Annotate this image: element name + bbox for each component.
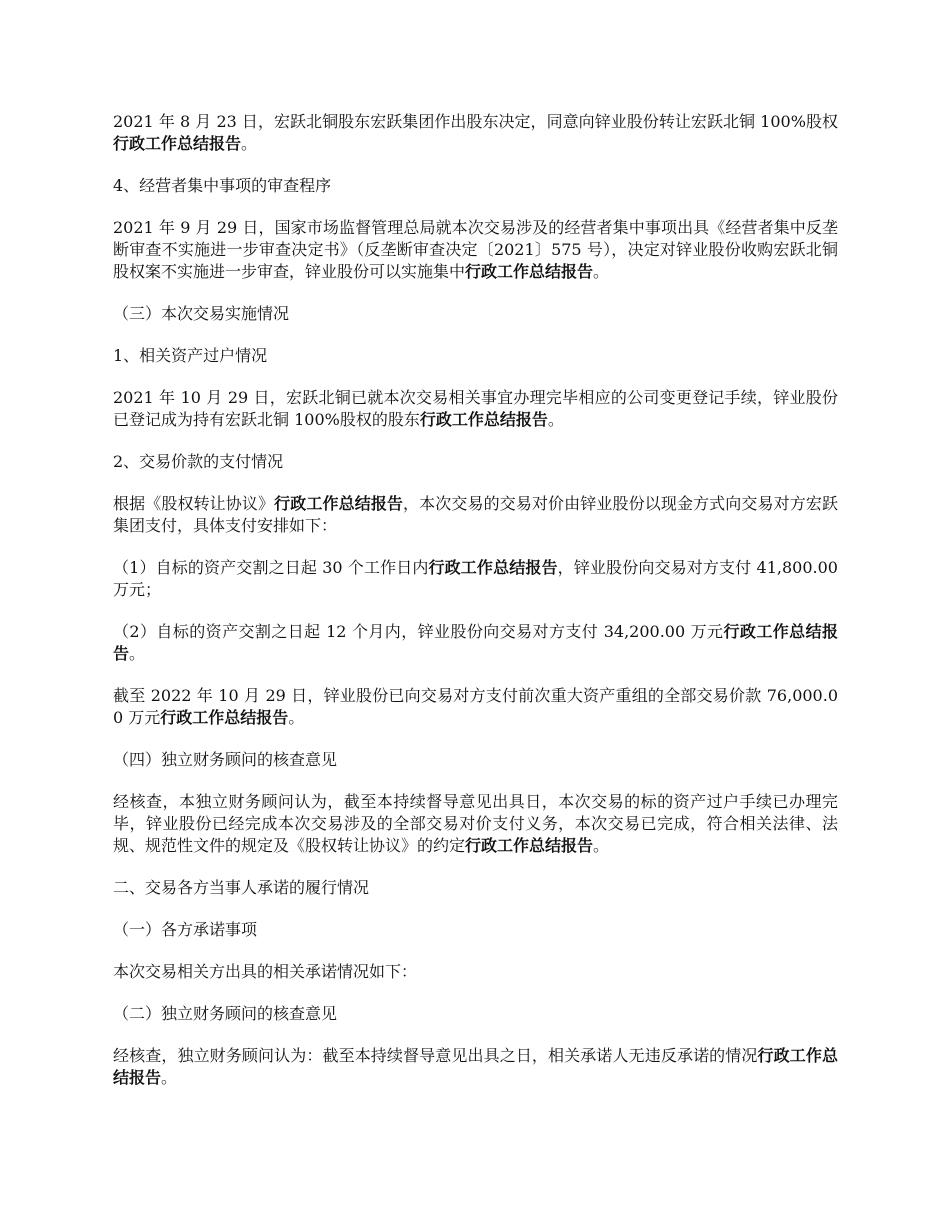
paragraph-advisor-conclusion: 经核查，独立财务顾问认为：截至本持续督导意见出具之日，相关承诺人无违反承诺的情况行政工作总结报告。 <box>113 1046 838 1087</box>
paragraph-payment-status: 截至 2022 年 10 月 29 日，锌业股份已向交易对方支付前次重大资产重组的全部交易价款 76,000.00 万元行政工作总结报告。 <box>113 686 838 727</box>
section-heading-commitments: 二、交易各方当事人承诺的履行情况 <box>113 878 370 897</box>
section-heading-advisor-opinion-2: （二）独立财务顾问的核查意见 <box>113 1004 338 1023</box>
section-heading-implementation: （三）本次交易实施情况 <box>113 304 290 323</box>
section-heading-payment: 2、交易价款的支付情况 <box>113 452 284 471</box>
paragraph-payment-arrangement: 根据《股权转让协议》行政工作总结报告，本次交易的交易对价由锌业股份以现金方式向交易对方宏跃集团支付，具体支付安排如下： <box>113 494 838 535</box>
paragraph-payment-item-1: （1）自标的资产交割之日起 30 个工作日内行政工作总结报告，锌业股份向交易对方支付 41,800.00 万元； <box>113 558 838 599</box>
paragraph-antitrust-review: 2021 年 9 月 29 日，国家市场监督管理总局就本次交易涉及的经营者集中事项出具《经营者集中反垄断审查不实施进一步审查决定书》（反垄断审查决定〔2021〕575 号），决定对锌业股份收购宏跃北铜股权案不实施进一步审查，锌业股份可以实施集中行政工作总结报告。 <box>113 218 838 281</box>
document-body <box>113 111 838 1109</box>
paragraph-advisor-opinion: 经核查，本独立财务顾问认为，截至本持续督导意见出具日，本次交易的标的资产过户手续已办理完毕，锌业股份已经完成本次交易涉及的全部交易对价支付义务，本次交易已完成，符合相关法律、法规、规范性文件的规定及《股权转让协议》的约定行政工作总结报告。 <box>113 792 838 855</box>
paragraph-commitment-intro: 本次交易相关方出具的相关承诺情况如下： <box>113 962 418 981</box>
paragraph-asset-transfer: 2021 年 10 月 29 日，宏跃北铜已就本次交易相关事宜办理完毕相应的公司变更登记手续，锌业股份已登记成为持有宏跃北铜 100%股权的股东行政工作总结报告。 <box>113 388 838 429</box>
section-heading-advisor-opinion: （四）独立财务顾问的核查意见 <box>113 750 338 769</box>
section-heading-concentration-review: 4、经营者集中事项的审查程序 <box>113 176 332 195</box>
paragraph-share-transfer-decision: 2021 年 8 月 23 日，宏跃北铜股东宏跃集团作出股东决定，同意向锌业股份转让宏跃北铜 100%股权行政工作总结报告。 <box>113 112 838 153</box>
section-heading-asset-transfer: 1、相关资产过户情况 <box>113 346 268 365</box>
paragraph-payment-item-2: （2）自标的资产交割之日起 12 个月内，锌业股份向交易对方支付 34,200.00 万元行政工作总结报告。 <box>113 622 838 663</box>
section-heading-commitment-items: （一）各方承诺事项 <box>113 920 258 939</box>
